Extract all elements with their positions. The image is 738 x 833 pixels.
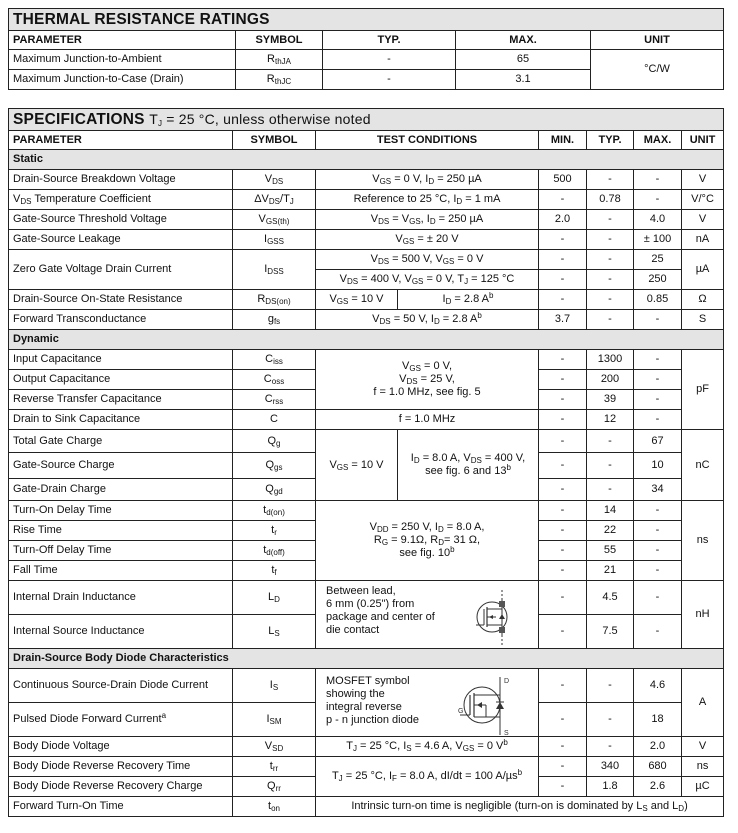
max-cell: - [634,350,682,370]
max-cell: - [634,501,682,521]
min-cell: - [539,230,587,250]
symbol-cell: $\Delta V_{DS}/T_J$ [233,190,316,210]
symbol-cell: $Q_{rr}$ [233,777,316,797]
min-cell: - [539,430,587,453]
min-cell: - [539,521,587,541]
parameter-cell: Gate-Source Charge [9,453,233,479]
max-cell: 0.85 [634,290,682,310]
max-cell: 18 [634,703,682,737]
section-body-diode: Drain-Source Body Diode Characteristics [9,649,724,669]
header-min: MIN. [539,131,587,150]
parameter-cell: Gate-Drain Charge [9,479,233,501]
header-parameter: PARAMETER [9,31,236,50]
parameter-cell: Fall Time [9,561,233,581]
parameter-cell: Maximum Junction-to-Case (Drain) [9,70,236,90]
max-cell: - [634,615,682,649]
min-cell: - [539,669,587,703]
table-row [9,230,724,250]
max-cell: 4.0 [634,210,682,230]
parameter-cell: Drain-Source Breakdown Voltage [9,170,233,190]
typ-cell: 4.5 [587,581,634,615]
table-row [9,50,724,70]
min-cell: 2.0 [539,210,587,230]
symbol-cell: $I_{SM}$ [233,703,316,737]
typ-cell: - [587,250,634,270]
symbol-cell: $I_S$ [233,669,316,703]
max-cell: - [634,170,682,190]
symbol-cell: $t_f$ [233,561,316,581]
typ-cell: - [587,737,634,757]
table-row [9,430,724,453]
symbol-cell: $I_{GSS}$ [233,230,316,250]
parameter-cell: $V_{DS}$ Temperature Coefficient [9,190,233,210]
condition-cell: $T_J = 25$ °C, $I_F = 8.0$ A, dI/dt = 100 A/µs$^b$ [316,757,539,797]
unit-cell: nH [682,581,724,649]
header-unit: UNIT [591,31,724,50]
symbol-cell: $t_{on}$ [233,797,316,817]
header-symbol: SYMBOL [236,31,323,50]
parameter-cell: Drain-Source On-State Resistance [9,290,233,310]
max-cell: 2.0 [634,737,682,757]
typ-cell: - [587,669,634,703]
typ-cell: 1.8 [587,777,634,797]
parameter-cell: Body Diode Reverse Recovery Time [9,757,233,777]
table-row [9,210,724,230]
condition-cell: Between lead, 6 mm (0.25") from package and center of die contact [316,581,539,649]
table-row [9,290,724,310]
symbol-cell: $V_{DS}$ [233,170,316,190]
typ-cell: - [587,170,634,190]
header-parameter: PARAMETER [9,131,233,150]
table-row [9,410,724,430]
symbol-cell: $V_{SD}$ [233,737,316,757]
typ-cell: - [587,270,634,290]
unit-cell: pF [682,350,724,430]
max-cell: 680 [634,757,682,777]
unit-cell: µC [682,777,724,797]
symbol-cell: $t_{d(on)}$ [233,501,316,521]
table-row [9,190,724,210]
max-cell: - [634,521,682,541]
condition-cell: $V_{DS} = 50$ V, $I_D = 2.8$ $A^b$ [316,310,539,330]
table-row [9,170,724,190]
min-cell: - [539,410,587,430]
min-cell: - [539,561,587,581]
unit-cell: V [682,737,724,757]
max-cell: - [634,581,682,615]
condition-cell: $T_J = 25$ °C, $I_S = 4.6$ A, $V_{GS} = 0$ $V^b$ [316,737,539,757]
max-cell: 65 [456,50,591,70]
header-typ: TYP. [323,31,456,50]
svg-text:D: D [504,678,510,685]
max-cell: ± 100 [634,230,682,250]
unit-cell: A [682,669,724,737]
symbol-cell: $R_{DS(on)}$ [233,290,316,310]
parameter-cell: Gate-Source Leakage [9,230,233,250]
typ-cell: - [587,703,634,737]
thermal-table-title: THERMAL RESISTANCE RATINGS [9,9,724,31]
symbol-cell: $t_{rr}$ [233,757,316,777]
condition-cell: f = 1.0 MHz [316,410,539,430]
table-row [9,757,724,777]
symbol-cell: $t_{d(off)}$ [233,541,316,561]
min-cell: - [539,737,587,757]
parameter-cell: Zero Gate Voltage Drain Current [9,250,233,290]
min-cell: 500 [539,170,587,190]
min-cell: - [539,757,587,777]
symbol-cell: $R_{thJA}$ [236,50,323,70]
typ-cell: 14 [587,501,634,521]
mosfet-diode-symbol-icon [456,673,516,737]
parameter-cell: Rise Time [9,521,233,541]
min-cell: - [539,479,587,501]
unit-cell: V/°C [682,190,724,210]
unit-cell: S [682,310,724,330]
symbol-cell: $Q_{gd}$ [233,479,316,501]
symbol-cell: $V_{GS(th)}$ [233,210,316,230]
symbol-cell: $C_{oss}$ [233,370,316,390]
min-cell: - [539,453,587,479]
specifications-table [8,108,724,817]
table-row [9,581,724,615]
max-cell: - [634,370,682,390]
max-cell: 250 [634,270,682,290]
max-cell: - [634,310,682,330]
parameter-cell: Internal Drain Inductance [9,581,233,615]
typ-cell: 21 [587,561,634,581]
table-row [9,797,724,817]
condition-cell: $V_{GS}$ = ± 20 V [316,230,539,250]
max-cell: - [634,561,682,581]
parameter-cell: Gate-Source Threshold Voltage [9,210,233,230]
parameter-cell: Reverse Transfer Capacitance [9,390,233,410]
symbol-cell: $C_{iss}$ [233,350,316,370]
min-cell: - [539,350,587,370]
symbol-cell: $t_r$ [233,521,316,541]
condition-cell: $V_{DS} = V_{GS}$, $I_D = 250$ µA [316,210,539,230]
table-row [9,350,724,370]
unit-cell: ns [682,757,724,777]
symbol-cell: $g_{fs}$ [233,310,316,330]
header-max: MAX. [456,31,591,50]
parameter-cell: Drain to Sink Capacitance [9,410,233,430]
parameter-cell: Body Diode Reverse Recovery Charge [9,777,233,797]
svg-text:S: S [504,730,509,737]
typ-cell: - [587,290,634,310]
typ-cell: 39 [587,390,634,410]
table-row [9,669,724,703]
section-dynamic: Dynamic [9,330,724,350]
min-cell: - [539,501,587,521]
table-row [9,310,724,330]
parameter-cell: Turn-On Delay Time [9,501,233,521]
max-cell: - [634,410,682,430]
min-cell: - [539,615,587,649]
symbol-cell: $L_D$ [233,581,316,615]
typ-cell: - [587,430,634,453]
typ-cell: 340 [587,757,634,777]
header-test-conditions: TEST CONDITIONS [316,131,539,150]
min-cell: - [539,703,587,737]
parameter-cell: Maximum Junction-to-Ambient [9,50,236,70]
unit-cell: ns [682,501,724,581]
min-cell: - [539,370,587,390]
typ-cell: - [323,50,456,70]
condition-cell: $V_{DS} = 400$ V, $V_{GS} = 0$ V, $T_J = 125$ °C [316,270,539,290]
max-cell: 3.1 [456,70,591,90]
symbol-cell: $L_S$ [233,615,316,649]
condition-cell: $V_{GS} = 0$ V, $I_D = 250$ µA [316,170,539,190]
min-cell: - [539,190,587,210]
min-cell: - [539,581,587,615]
max-cell: - [634,390,682,410]
min-cell: - [539,270,587,290]
symbol-cell: $I_{DSS}$ [233,250,316,290]
header-unit: UNIT [682,131,724,150]
max-cell: 2.6 [634,777,682,797]
unit-cell: nC [682,430,724,501]
svg-text:G: G [458,708,464,715]
symbol-cell: $R_{thJC}$ [236,70,323,90]
condition-cell: $V_{DS} = 500$ V, $V_{GS} = 0$ V [316,250,539,270]
unit-cell: µA [682,250,724,290]
parameter-cell: Turn-Off Delay Time [9,541,233,561]
typ-cell: - [587,210,634,230]
typ-cell: 12 [587,410,634,430]
parameter-cell: Total Gate Charge [9,430,233,453]
min-cell: - [539,390,587,410]
condition-cell: $V_{GS} = 10$ V [316,430,398,501]
typ-cell: 55 [587,541,634,561]
condition-cell: Reference to 25 °C, $I_D = 1$ mA [316,190,539,210]
header-typ: TYP. [587,131,634,150]
condition-cell: $V_{GS} = 10$ V [316,290,398,310]
symbol-cell: C [233,410,316,430]
typ-cell: 200 [587,370,634,390]
typ-cell: - [323,70,456,90]
min-cell: - [539,541,587,561]
typ-cell: - [587,479,634,501]
symbol-cell: $Q_g$ [233,430,316,453]
parameter-cell: Body Diode Voltage [9,737,233,757]
typ-cell: - [587,230,634,250]
table-row [9,737,724,757]
symbol-cell: $C_{rss}$ [233,390,316,410]
typ-cell: 1300 [587,350,634,370]
typ-cell: - [587,310,634,330]
parameter-cell: Continuous Source-Drain Diode Current [9,669,233,703]
unit-cell: V [682,170,724,190]
header-max: MAX. [634,131,682,150]
table-row [9,250,724,270]
max-cell: 25 [634,250,682,270]
max-cell: 4.6 [634,669,682,703]
max-cell: 34 [634,479,682,501]
typ-cell: 22 [587,521,634,541]
symbol-cell: $Q_{gs}$ [233,453,316,479]
parameter-cell: Pulsed Diode Forward Current$^a$ [9,703,233,737]
min-cell: - [539,250,587,270]
header-symbol: SYMBOL [233,131,316,150]
typ-cell: 0.78 [587,190,634,210]
parameter-cell: Input Capacitance [9,350,233,370]
typ-cell: 7.5 [587,615,634,649]
unit-cell: Ω [682,290,724,310]
condition-cell: $V_{DD} = 250$ V, $I_D = 8.0$ A, $R_G = 9.1\Omega$, $R_D= 31$ Ω, see fig. 10$^b$ [316,501,539,581]
condition-cell: $I_D = 8.0$ A, $V_{DS} = 400$ V, see fig. 6 and 13$^b$ [398,430,539,501]
max-cell: 10 [634,453,682,479]
thermal-resistance-table [8,8,724,90]
parameter-cell: Forward Turn-On Time [9,797,233,817]
max-cell: - [634,541,682,561]
min-cell: - [539,290,587,310]
unit-cell: nA [682,230,724,250]
typ-cell: - [587,453,634,479]
parameter-cell: Forward Transconductance [9,310,233,330]
parameter-cell: Output Capacitance [9,370,233,390]
mosfet-inductance-symbol-icon [472,587,516,647]
condition-cell: $V_{GS} = 0$ V, $V_{DS} = 25$ V, f = 1.0 MHz, see fig. 5 [316,350,539,410]
parameter-cell: Internal Source Inductance [9,615,233,649]
spec-table-title: SPECIFICATIONS $T_J = 25$ °C, unless otherwise noted [9,109,724,131]
max-cell: - [634,190,682,210]
condition-cell: MOSFET symbol showing the integral reverse p - n junction diode D G S [316,669,539,737]
min-cell: 3.7 [539,310,587,330]
unit-cell: V [682,210,724,230]
max-cell: 67 [634,430,682,453]
condition-cell: $I_D = 2.8$ $A^b$ [398,290,539,310]
table-row [9,501,724,521]
condition-cell: Intrinsic turn-on time is negligible (turn-on is dominated by $L_S$ and $L_D$) [316,797,724,817]
min-cell: - [539,777,587,797]
section-static: Static [9,150,724,170]
unit-cell: °C/W [591,50,724,90]
